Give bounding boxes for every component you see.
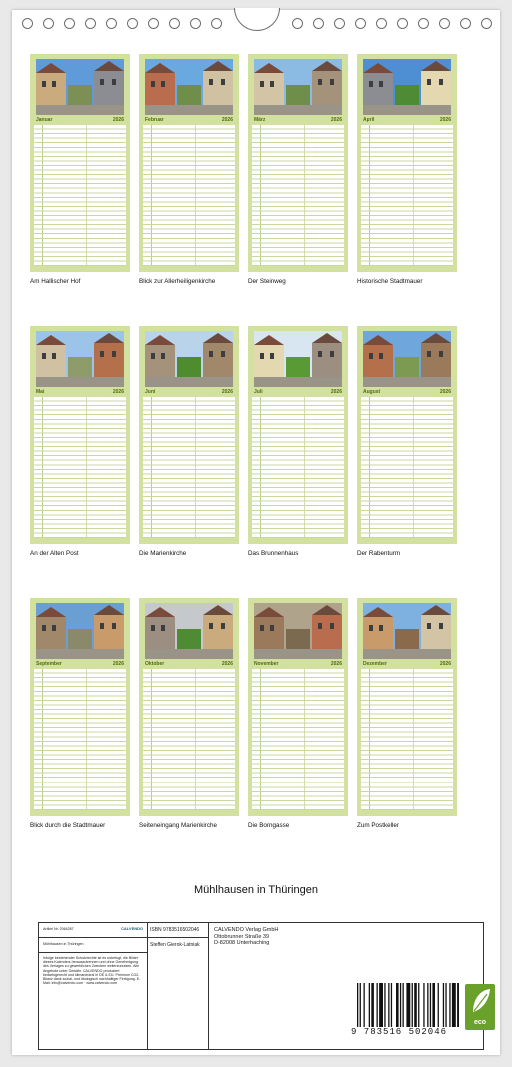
publisher-line-1: CALVENDO Verlag GmbH <box>214 927 279 933</box>
month-name: Februar <box>145 117 164 123</box>
month-panel-juli <box>248 326 348 544</box>
month-year: 2026 <box>330 389 342 395</box>
month-caption: An der Alten Post <box>30 550 79 557</box>
article-number: Artikel Nr. 2064287 <box>43 927 74 931</box>
month-name: Mai <box>36 389 45 395</box>
month-photo <box>36 59 124 115</box>
month-name: Oktober <box>145 661 165 667</box>
month-photo <box>254 331 342 387</box>
month-year: 2026 <box>439 117 451 123</box>
month-year: 2026 <box>112 117 124 123</box>
day-grid <box>143 397 235 538</box>
month-name: Dezember <box>363 661 387 667</box>
month-caption: Der Rabenturm <box>357 550 401 557</box>
month-name: Juli <box>254 389 263 395</box>
back-info-box <box>38 922 487 1050</box>
month-header <box>361 388 453 396</box>
month-year: 2026 <box>112 661 124 667</box>
month-photo <box>254 59 342 115</box>
month-panel-januar <box>30 54 130 272</box>
month-caption: Die Borngasse <box>248 822 290 829</box>
month-name: April <box>363 117 375 123</box>
month-caption: Blick durch die Stadtmauer <box>30 822 106 829</box>
month-caption: Seiteneingang Marienkirche <box>139 822 218 829</box>
day-grid <box>252 669 344 810</box>
binding-hole <box>334 18 345 29</box>
month-panel-mai <box>30 326 130 544</box>
month-name: März <box>254 117 266 123</box>
footer-cell-isbn <box>147 923 209 1049</box>
month-year: 2026 <box>112 389 124 395</box>
day-grid <box>252 125 344 266</box>
month-header <box>34 388 126 396</box>
day-grid <box>361 397 453 538</box>
publisher-line-2: Ottobrunner Straße 39 <box>214 933 270 940</box>
binding-hole <box>85 18 96 29</box>
binding-hole <box>376 18 387 29</box>
legal-notice: Infolge bestehender Schutzrechte ist es unbefugt, die Bilder dieses Kalenders herauszutrennen und ohne Genehmigung des Verlages zu gewerblichen Zwecken weiterzunutzen. Alle Angebote unter Gewähr. CALVENDO produziert bedarfsgerecht und klimaneutral in DE & EU. Premium CO2-Bilanz dank sozial- und ökologisch nachhaltiger Fertigung. E-Mail: info@calvendo.com · www.calvendo.com <box>43 956 141 986</box>
binding-hole <box>148 18 159 29</box>
month-year: 2026 <box>439 389 451 395</box>
binding-hole <box>64 18 75 29</box>
binding-hole <box>481 18 492 29</box>
month-panel-september <box>30 598 130 816</box>
month-header <box>361 660 453 668</box>
month-caption: Blick zur Allerheiligenkirche <box>139 278 216 285</box>
month-photo <box>145 603 233 659</box>
binding-hole <box>292 18 303 29</box>
month-name: Juni <box>145 389 156 395</box>
binding-hole <box>43 18 54 29</box>
month-header <box>252 660 344 668</box>
month-year: 2026 <box>221 661 233 667</box>
month-caption: Das Brunnenhaus <box>248 550 299 557</box>
month-year: 2026 <box>221 117 233 123</box>
month-caption: Zum Postkeller <box>357 822 399 829</box>
month-header <box>143 116 235 124</box>
month-caption: Der Steinweg <box>248 278 286 285</box>
month-header <box>143 388 235 396</box>
month-panel-dezember <box>357 598 457 816</box>
month-panel-november <box>248 598 348 816</box>
month-name: September <box>36 661 62 667</box>
calvendo-logo: CALVENDO <box>121 926 144 931</box>
binding-hole <box>190 18 201 29</box>
month-name: November <box>254 661 279 667</box>
day-grid <box>143 669 235 810</box>
month-caption: Die Marienkirche <box>139 550 187 557</box>
month-header <box>34 660 126 668</box>
month-header <box>252 388 344 396</box>
footer-cell-left <box>39 923 148 1049</box>
binding-hole <box>106 18 117 29</box>
month-photo <box>363 59 451 115</box>
day-grid <box>34 125 126 266</box>
binding-hole <box>439 18 450 29</box>
month-panel-februar <box>139 54 239 272</box>
month-header <box>143 660 235 668</box>
month-year: 2026 <box>221 389 233 395</box>
eco-badge <box>465 984 495 1030</box>
binding-hole <box>169 18 180 29</box>
binding-hole <box>211 18 222 29</box>
month-panel-oktober <box>139 598 239 816</box>
calendar-page <box>12 10 500 1055</box>
month-header <box>34 116 126 124</box>
binding-hole <box>418 18 429 29</box>
month-photo <box>363 331 451 387</box>
month-header <box>252 116 344 124</box>
month-photo <box>145 59 233 115</box>
author-name: Steffen Gierok-Latniak <box>150 942 200 948</box>
binding-hole <box>22 18 33 29</box>
isbn-text: ISBN 9783516502046 <box>150 927 200 933</box>
month-photo <box>254 603 342 659</box>
footer-short-title: Mühlhausen in Thüringen <box>43 942 84 946</box>
month-caption: Historische Stadtmauer <box>357 278 423 285</box>
day-grid <box>252 397 344 538</box>
barcode-number: 9 783516 502046 <box>351 1027 448 1037</box>
month-year: 2026 <box>439 661 451 667</box>
month-name: August <box>363 389 381 395</box>
month-caption: Am Hallischer Hof <box>30 278 81 285</box>
month-panel-märz <box>248 54 348 272</box>
month-panel-juni <box>139 326 239 544</box>
binding-hole <box>127 18 138 29</box>
eco-label: eco <box>473 1019 487 1026</box>
day-grid <box>361 669 453 810</box>
month-photo <box>363 603 451 659</box>
calendar-title: Mühlhausen in Thüringen <box>194 884 318 896</box>
month-name: Januar <box>36 117 53 123</box>
binding-hole <box>460 18 471 29</box>
month-photo <box>36 331 124 387</box>
leaf-icon <box>465 984 495 1018</box>
month-year: 2026 <box>330 117 342 123</box>
month-year: 2026 <box>330 661 342 667</box>
binding-hole <box>313 18 324 29</box>
month-panel-august <box>357 326 457 544</box>
day-grid <box>361 125 453 266</box>
publisher-address <box>214 927 278 947</box>
day-grid <box>143 125 235 266</box>
binding-hole <box>397 18 408 29</box>
publisher-line-3: D-82008 Unterhaching <box>214 940 270 946</box>
month-photo <box>36 603 124 659</box>
month-header <box>361 116 453 124</box>
month-panel-april <box>357 54 457 272</box>
month-photo <box>145 331 233 387</box>
day-grid <box>34 669 126 810</box>
binding-hole <box>355 18 366 29</box>
day-grid <box>34 397 126 538</box>
